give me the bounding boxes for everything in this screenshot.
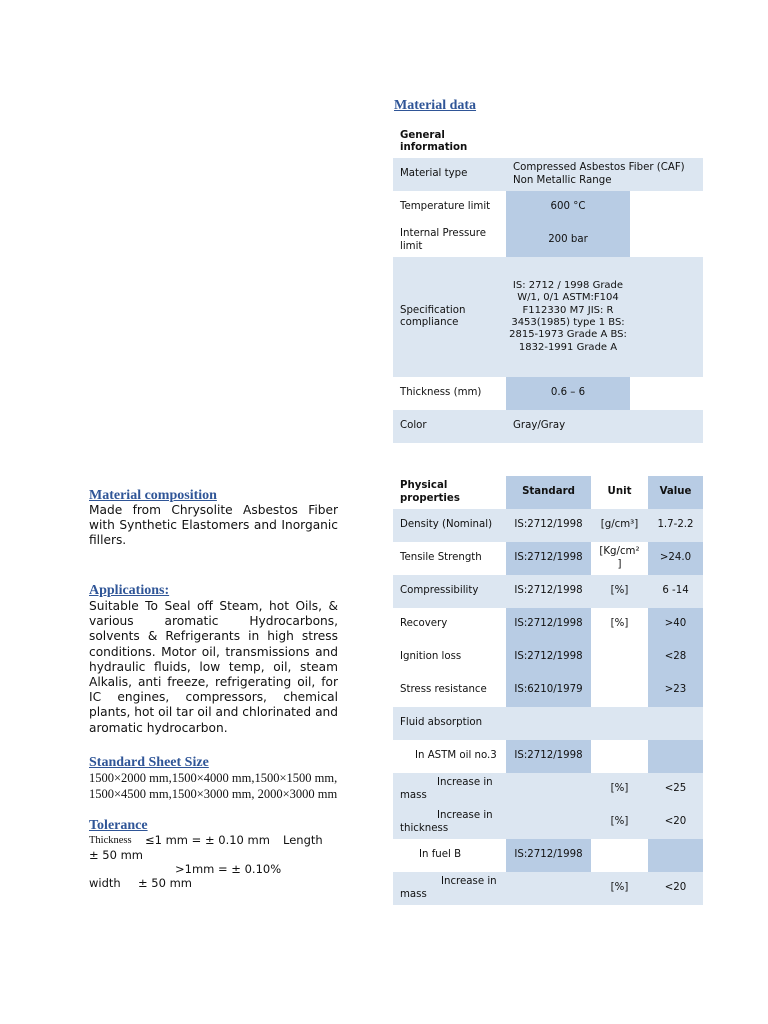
sheet-size-heading: Standard Sheet Size [89, 755, 209, 770]
value: <28 [648, 641, 703, 674]
value: <20 [664, 816, 687, 828]
tolerance-width-label: width [89, 876, 121, 890]
property: Increase in thickness [400, 810, 493, 834]
table-row [393, 257, 703, 377]
standard: IS:6210/1979 [506, 674, 591, 707]
material-data-heading: Material data [394, 98, 477, 113]
property: Density (Nominal) [400, 519, 493, 531]
standard: IS:2712/1998 [506, 740, 591, 773]
row-value: 0.6 – 6 [506, 377, 630, 410]
value [648, 839, 703, 872]
row-label: Color [400, 420, 427, 432]
tolerance-block [89, 833, 344, 893]
unit [591, 740, 648, 773]
table-row [393, 410, 703, 443]
standard [506, 872, 591, 905]
value: <25 [664, 783, 687, 795]
table-row [393, 872, 703, 905]
value: <20 [664, 882, 687, 894]
unit [591, 641, 648, 674]
row-label: Thickness (mm) [400, 387, 482, 399]
value: >40 [648, 608, 703, 641]
general-information-header: General information [400, 129, 468, 153]
row-value: Gray/Gray [513, 420, 566, 432]
property: Stress resistance [400, 684, 487, 696]
header-standard: Standard [506, 476, 591, 509]
row-value: 600 °C [506, 191, 630, 224]
standard: IS:2712/1998 [506, 839, 591, 872]
unit: [%] [610, 882, 629, 894]
applications-heading: Applications: [89, 583, 170, 598]
unit: [%] [610, 585, 629, 597]
property: In ASTM oil no.3 [415, 750, 497, 762]
tolerance-thickness-rule1: ≤1 mm = ± 0.10 mm [145, 833, 270, 847]
table-row [393, 158, 703, 191]
table-row [393, 377, 703, 410]
unit: [Kg/cm² ] [599, 546, 640, 570]
tolerance-thickness-label: Thickness [89, 835, 132, 846]
table-row [393, 575, 703, 608]
physical-properties-table [393, 476, 703, 905]
row-label: Temperature limit [400, 201, 491, 213]
table-row [393, 707, 703, 740]
standard: IS:2712/1998 [506, 608, 591, 641]
material-composition-text: Made from Chrysolite Asbestos Fiber with Synthetic Elastomers and Inorganic fillers. [89, 503, 338, 548]
property: Recovery [400, 618, 448, 630]
tolerance-length-value: ± 50 mm [89, 848, 143, 862]
table-row [393, 806, 703, 839]
row-label: Specification compliance [400, 304, 466, 328]
tolerance-heading: Tolerance [89, 818, 148, 833]
standard: IS:2712/1998 [506, 542, 591, 575]
property: Tensile Strength [400, 552, 482, 564]
table-row [393, 608, 703, 641]
value: >24.0 [648, 542, 703, 575]
property: Increase in mass [400, 876, 497, 900]
table-row [393, 773, 703, 806]
standard: IS:2712/1998 [506, 641, 591, 674]
row-value: 200 bar [506, 224, 630, 257]
standard: IS:2712/1998 [514, 585, 583, 597]
applications-text: Suitable To Seal off Steam, hot Oils, & various aromatic Hydrocarbons, solvents & Refrigerants in high stress conditions. Motor oil, transmissions and hydraulic fluids, low temp, oil, steam Alkalis, anti freeze, refrigerating oil, for IC engines, compressors, chemical plants, hot oil tar oil and chlorinated and aromatic hydrocarbon. [89, 599, 338, 735]
table-row [393, 191, 703, 224]
standard [506, 773, 591, 806]
property: In fuel B [419, 849, 462, 861]
unit: [g/cm³] [600, 519, 639, 531]
header-value: Value [648, 476, 703, 509]
standard: IS:2712/1998 [514, 519, 583, 531]
table-row [393, 542, 703, 575]
value: 6 -14 [662, 585, 689, 597]
standard [506, 806, 591, 839]
table-row [393, 641, 703, 674]
row-label: Material type [400, 168, 468, 180]
unit: [%] [610, 618, 629, 630]
table-row [393, 740, 703, 773]
unit: [%] [610, 783, 629, 795]
tolerance-thickness-rule2: >1mm = ± 0.10% [175, 862, 282, 876]
value [648, 740, 703, 773]
row-value: Compressed Asbestos Fiber (CAF) Non Metallic Range [513, 162, 685, 186]
property: Fluid absorption [400, 717, 483, 729]
tolerance-width-value: ± 50 mm [138, 876, 192, 890]
tolerance-length-label: Length [283, 833, 323, 847]
header-property: Physical properties [400, 480, 460, 504]
table-row [393, 224, 703, 257]
property: Compressibility [400, 585, 479, 597]
property: Increase in mass [400, 777, 493, 801]
row-value: IS: 2712 / 1998 Grade W/1, 0/1 ASTM:F104 F112330 M7 JIS: R 3453(1985) type 1 BS: 2815-1973 Grade A BS: 1832-1991 Grade A [509, 280, 627, 353]
property: Ignition loss [400, 651, 462, 663]
table-row [393, 839, 703, 872]
value: 1.7-2.2 [657, 519, 694, 531]
material-composition-heading: Material composition [89, 488, 217, 503]
unit [591, 674, 648, 707]
unit: [%] [610, 816, 629, 828]
table-row [393, 509, 703, 542]
material-data-table [393, 126, 703, 443]
table-row [393, 674, 703, 707]
row-label: Internal Pressure limit [400, 228, 487, 252]
value: >23 [648, 674, 703, 707]
sheet-size-text: 1500×2000 mm,1500×4000 mm,1500×1500 mm, 1500×4500 mm,1500×3000 mm, 2000×3000 mm [89, 771, 338, 801]
header-unit: Unit [607, 486, 632, 498]
unit [591, 839, 648, 872]
